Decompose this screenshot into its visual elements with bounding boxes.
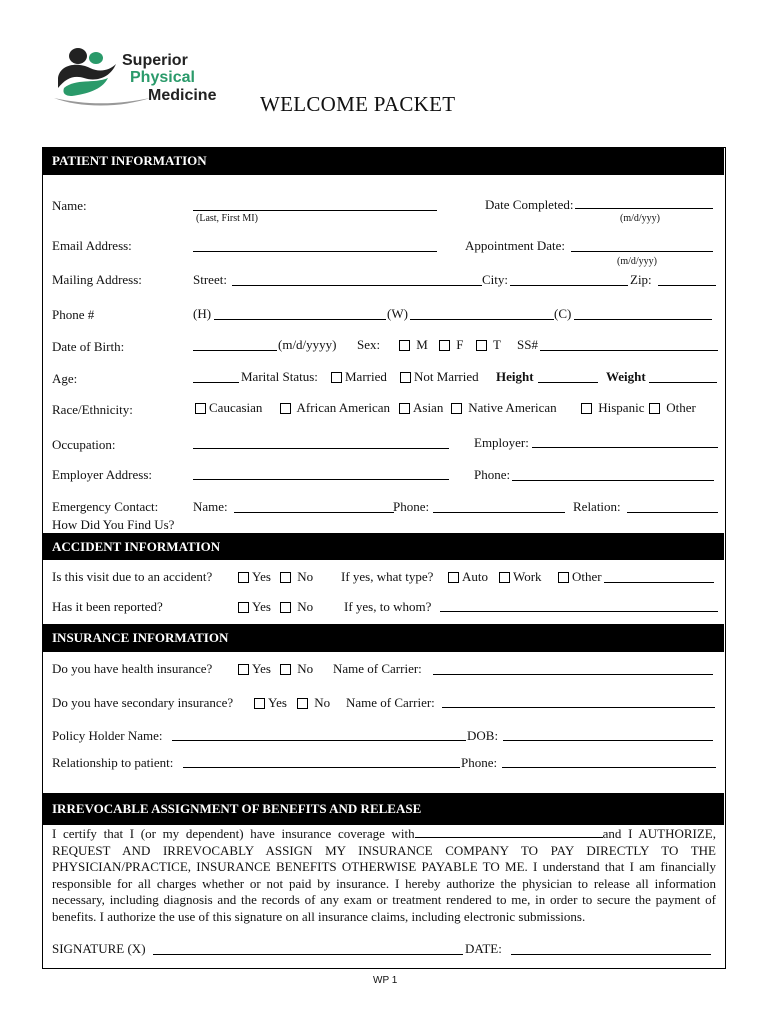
ss-label: SS# bbox=[517, 337, 538, 352]
reported-no-checkbox[interactable] bbox=[280, 602, 291, 613]
insurance-dob-field[interactable] bbox=[503, 740, 713, 741]
caucasian-checkbox[interactable] bbox=[195, 403, 206, 414]
sex-m-checkbox[interactable] bbox=[399, 340, 410, 351]
name-field[interactable] bbox=[193, 210, 437, 211]
occupation-field[interactable] bbox=[193, 448, 449, 449]
policy-holder-label: Policy Holder Name: bbox=[52, 728, 163, 743]
auto-label: Auto bbox=[462, 569, 488, 584]
not-married-label: Not Married bbox=[414, 369, 479, 384]
emergency-name-label: Name: bbox=[193, 499, 228, 514]
dob-label: Date of Birth: bbox=[52, 339, 125, 354]
reported-yes-checkbox[interactable] bbox=[238, 602, 249, 613]
carrier-field-2[interactable] bbox=[442, 707, 715, 708]
document-title: WELCOME PACKET bbox=[260, 92, 456, 116]
policy-holder-field[interactable] bbox=[172, 740, 466, 741]
section-header-patient: PATIENT INFORMATION bbox=[42, 147, 724, 175]
health-insurance-no-label: No bbox=[297, 661, 314, 676]
accident-yes-label: Yes bbox=[252, 569, 271, 584]
native-american-label: Native American bbox=[468, 400, 557, 415]
asian-label: Asian bbox=[413, 400, 444, 415]
section-header-insurance: INSURANCE INFORMATION bbox=[42, 624, 724, 652]
sex-f-label: F bbox=[456, 337, 464, 352]
married-label: Married bbox=[345, 369, 387, 384]
hispanic-checkbox[interactable] bbox=[581, 403, 592, 414]
emergency-relation-field[interactable] bbox=[627, 512, 718, 513]
african-american-checkbox[interactable] bbox=[280, 403, 291, 414]
reported-yes-label: Yes bbox=[252, 599, 271, 614]
assignment-text-1: I certify that I (or my dependent) have insurance coverage with bbox=[52, 826, 415, 841]
caucasian-label: Caucasian bbox=[209, 400, 263, 415]
reported-question: Has it been reported? bbox=[52, 599, 163, 614]
phone-cell-label: (C) bbox=[554, 306, 572, 321]
ss-field[interactable] bbox=[540, 350, 718, 351]
health-insurance-yes-label: Yes bbox=[252, 661, 271, 676]
carrier-label-1: Name of Carrier: bbox=[333, 661, 422, 676]
emergency-contact-label: Emergency Contact: bbox=[52, 499, 159, 514]
other-race-label: Other bbox=[666, 400, 696, 415]
secondary-no-checkbox[interactable] bbox=[297, 698, 308, 709]
relationship-field[interactable] bbox=[183, 767, 460, 768]
health-insurance-no-checkbox[interactable] bbox=[280, 664, 291, 675]
dob-format-hint: (m/d/yyyy) bbox=[278, 337, 337, 352]
page-number: WP 1 bbox=[373, 975, 398, 986]
appointment-date-field[interactable] bbox=[571, 251, 713, 252]
city-field[interactable] bbox=[510, 285, 628, 286]
married-checkbox[interactable] bbox=[331, 372, 342, 383]
secondary-yes-label: Yes bbox=[268, 695, 287, 710]
appointment-date-label: Appointment Date: bbox=[465, 238, 566, 253]
signature-label: SIGNATURE (X) bbox=[52, 941, 146, 956]
street-label: Street: bbox=[193, 272, 227, 287]
accident-type-question: If yes, what type? bbox=[341, 569, 434, 584]
section-header-accident: ACCIDENT INFORMATION bbox=[42, 533, 724, 560]
sex-t-label: T bbox=[493, 337, 501, 352]
auto-checkbox[interactable] bbox=[448, 572, 459, 583]
reported-whom-field[interactable] bbox=[440, 611, 718, 612]
employer-label: Employer: bbox=[474, 435, 529, 450]
health-insurance-yes-checkbox[interactable] bbox=[238, 664, 249, 675]
insurance-dob-label: DOB: bbox=[467, 728, 499, 743]
sex-m-label: M bbox=[416, 337, 428, 352]
zip-label: Zip: bbox=[630, 272, 652, 287]
section-header-assignment: IRREVOCABLE ASSIGNMENT OF BENEFITS AND RELEASE bbox=[42, 793, 724, 825]
mailing-address-label: Mailing Address: bbox=[52, 272, 142, 287]
insurance-company-field[interactable] bbox=[415, 826, 603, 838]
height-label: Height bbox=[496, 369, 534, 384]
phone-home-label: (H) bbox=[193, 306, 212, 321]
emergency-phone-label: Phone: bbox=[393, 499, 430, 514]
not-married-checkbox[interactable] bbox=[400, 372, 411, 383]
logo-line-2: Physical bbox=[130, 69, 195, 86]
weight-field[interactable] bbox=[649, 382, 717, 383]
appointment-date-hint: (m/d/yyy) bbox=[617, 256, 657, 267]
secondary-no-label: No bbox=[314, 695, 331, 710]
signature-date-field[interactable] bbox=[511, 954, 711, 955]
sex-f-checkbox[interactable] bbox=[439, 340, 450, 351]
street-field[interactable] bbox=[232, 285, 482, 286]
accident-no-label: No bbox=[297, 569, 314, 584]
emergency-name-field[interactable] bbox=[234, 512, 394, 513]
reported-no-label: No bbox=[297, 599, 314, 614]
accident-question: Is this visit due to an accident? bbox=[52, 569, 213, 584]
dob-field[interactable] bbox=[193, 350, 277, 351]
marital-status-label: Marital Status: bbox=[241, 369, 318, 384]
insurance-phone-label: Phone: bbox=[461, 755, 498, 770]
african-american-label: African American bbox=[296, 400, 391, 415]
phone-work-label: (W) bbox=[387, 306, 408, 321]
carrier-label-2: Name of Carrier: bbox=[346, 695, 435, 710]
age-field[interactable] bbox=[193, 382, 239, 383]
relationship-label: Relationship to patient: bbox=[52, 755, 174, 770]
other-accident-checkbox[interactable] bbox=[558, 572, 569, 583]
secondary-insurance-question: Do you have secondary insurance? bbox=[52, 695, 234, 710]
company-logo bbox=[50, 44, 250, 106]
height-field[interactable] bbox=[538, 382, 598, 383]
employer-phone-label: Phone: bbox=[474, 467, 511, 482]
occupation-label: Occupation: bbox=[52, 437, 116, 452]
accident-no-checkbox[interactable] bbox=[280, 572, 291, 583]
employer-field[interactable] bbox=[532, 447, 718, 448]
work-checkbox[interactable] bbox=[499, 572, 510, 583]
phone-label: Phone # bbox=[52, 307, 95, 322]
emergency-relation-label: Relation: bbox=[573, 499, 621, 514]
assignment-paragraph bbox=[52, 826, 716, 925]
logo-line-3: Medicine bbox=[148, 87, 217, 104]
phone-home-field[interactable] bbox=[214, 319, 386, 320]
asian-checkbox[interactable] bbox=[399, 403, 410, 414]
native-american-checkbox[interactable] bbox=[451, 403, 462, 414]
other-race-checkbox[interactable] bbox=[649, 403, 660, 414]
employer-address-field[interactable] bbox=[193, 479, 449, 480]
signature-date-label: DATE: bbox=[465, 941, 502, 956]
name-label: Name: bbox=[52, 198, 87, 213]
sex-t-checkbox[interactable] bbox=[476, 340, 487, 351]
email-field[interactable] bbox=[193, 251, 437, 252]
name-hint: (Last, First MI) bbox=[196, 213, 258, 224]
sex-label: Sex: bbox=[357, 337, 381, 352]
insurance-phone-field[interactable] bbox=[502, 767, 716, 768]
city-label: City: bbox=[482, 272, 509, 287]
logo-line-1: Superior bbox=[122, 52, 188, 69]
phone-work-field[interactable] bbox=[410, 319, 554, 320]
employer-address-label: Employer Address: bbox=[52, 467, 153, 482]
assignment-text-2: and I AUTHORIZE, REQUEST AND IRREVOCABLY ASSIGN MY INSURANCE COMPANY TO PAY DIRECTLY TO THE PHYSICIAN/PRACTICE, INSURANCE BENEFITS OTHERWISE PAYABLE TO ME. I understand that I am financially responsible for all charges whether or not paid by insurance. I hereby authorize the physician to release all information necessary, including diagnosis and the records of any exam or treatment rendered to me, in order to secure the payment of benefits. I authorize the use of this signature on all insurance claims, including electronic submissions. bbox=[52, 826, 716, 924]
find-us-label: How Did You Find Us? bbox=[52, 517, 175, 532]
date-completed-label: Date Completed: bbox=[485, 197, 574, 212]
phone-cell-field[interactable] bbox=[574, 319, 712, 320]
employer-phone-field[interactable] bbox=[512, 480, 714, 481]
race-label: Race/Ethnicity: bbox=[52, 402, 133, 417]
email-label: Email Address: bbox=[52, 238, 132, 253]
reported-whom-label: If yes, to whom? bbox=[344, 599, 432, 614]
emergency-phone-field[interactable] bbox=[433, 512, 565, 513]
other-accident-field[interactable] bbox=[604, 582, 714, 583]
hispanic-label: Hispanic bbox=[598, 400, 645, 415]
accident-yes-checkbox[interactable] bbox=[238, 572, 249, 583]
signature-field[interactable] bbox=[153, 954, 463, 955]
health-insurance-question: Do you have health insurance? bbox=[52, 661, 213, 676]
carrier-field-1[interactable] bbox=[433, 674, 713, 675]
work-label: Work bbox=[513, 569, 542, 584]
other-accident-label: Other bbox=[572, 569, 602, 584]
age-label: Age: bbox=[52, 371, 78, 386]
secondary-yes-checkbox[interactable] bbox=[254, 698, 265, 709]
date-completed-field[interactable] bbox=[575, 208, 713, 209]
weight-label: Weight bbox=[606, 369, 646, 384]
date-completed-hint: (m/d/yyy) bbox=[620, 213, 660, 224]
zip-field[interactable] bbox=[658, 285, 716, 286]
